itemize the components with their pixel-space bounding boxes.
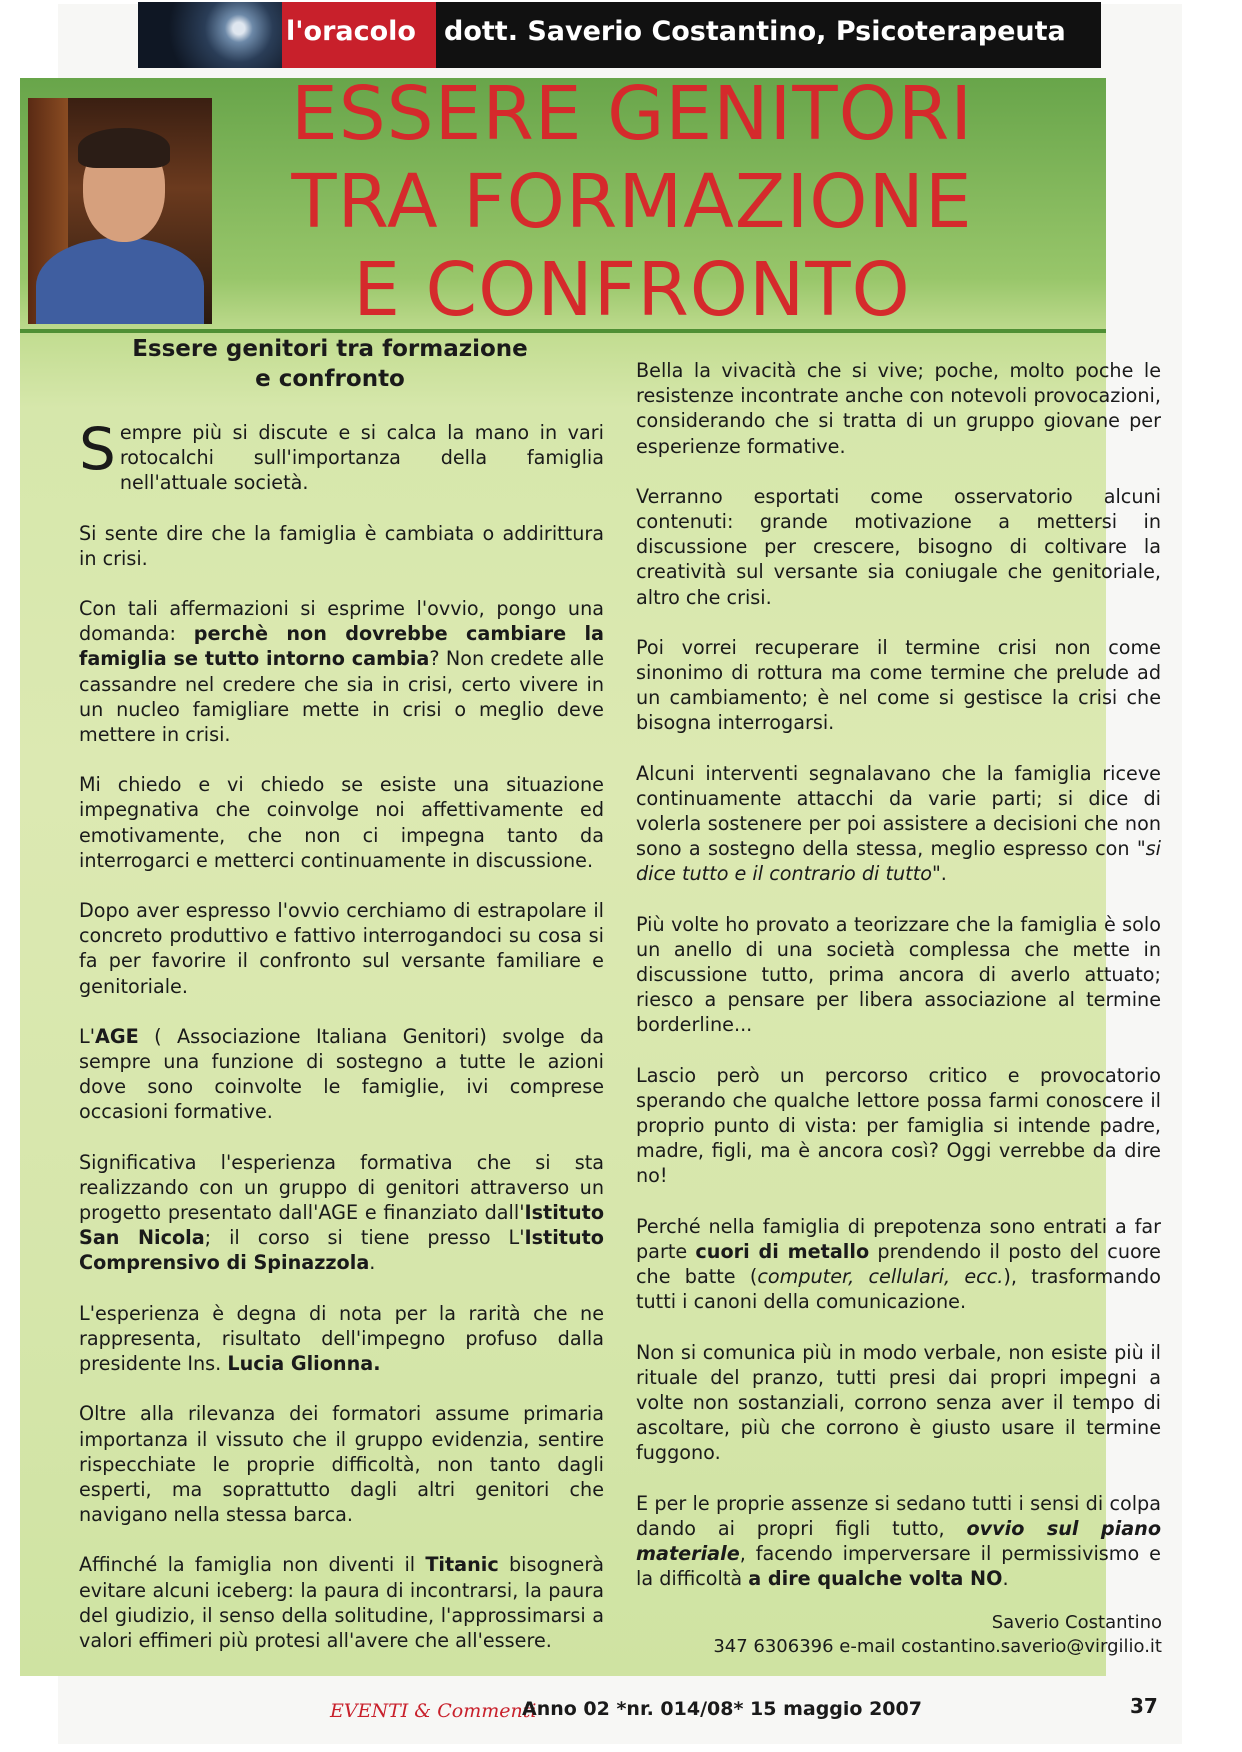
paragraph: Dopo aver espresso l'ovvio cerchiamo di estrapolare il concreto produttivo e fattivo interrogandoci su cosa si fa per favorire il confronto sul versante familiare e genitoriale. — [79, 899, 604, 998]
page-number: 37 — [1130, 1694, 1158, 1718]
author-signature — [636, 1611, 1162, 1659]
author-photo — [28, 98, 212, 324]
header-image — [138, 2, 282, 68]
paragraph: Lascio però un percorso critico e provocatorio sperando che qualche lettore possa farmi conoscere il proprio punto di vista: per famiglia si intende padre, madre, figli, ma è ancora così? Oggi verrebbe da dire no! — [636, 1063, 1161, 1188]
paragraph: Con tali affermazioni si esprime l'ovvio, pongo una domanda: perchè non dovrebbe cambiare la famiglia se tutto intorno cambia? Non credete alle cassandre nel credere che sia in crisi, certo vivere in un nucleo famigliare mette in crisi o meglio deve mettere in crisi. — [79, 597, 605, 747]
paragraph: Poi vorrei recuperare il termine crisi non come sinonimo di rottura ma come termine che prelude ad un cambiamento; è nel come si gestisce la crisi che bisogna interrogarsi. — [636, 635, 1161, 735]
paragraph: Non si comunica più in modo verbale, non esiste più il rituale del pranzo, tutti presi dai propri impegni a volte non sostanziali, corrono senza aver il tempo di ascoltare, più che corrono è giusto usare il termine fuggono. — [636, 1340, 1161, 1465]
article-subtitle: Essere genitori tra formazione e confronto — [132, 336, 528, 392]
paragraph: Verranno esportati come osservatorio alcuni contenuti: grande motivazione a mettersi in discussione per crescere, bisogno di coltivare la creatività sul versante sia coniugale che genitoriale, altro che crisi. — [636, 484, 1161, 609]
paragraph: Perché nella famiglia di prepotenza sono entrati a far parte cuori di metallo prendendo il posto del cuore che batte (computer, cellulari, ecc.), trasformando tutti i canoni della comunicazione. — [636, 1214, 1161, 1314]
page-footer — [0, 1690, 1242, 1726]
section-label: l'oracolo — [286, 16, 416, 47]
paragraph: Oltre alla rilevanza dei formatori assume primaria importanza il vissuto che il gruppo evidenzia, sentire rispecchiate le proprie difficoltà, non tanto dagli esperti, ma soprattutto dagli altri genitori che navigano nella stessa barca. — [79, 1402, 604, 1527]
title-line: TRA FORMAZIONE — [291, 159, 973, 245]
paragraph: Sempre più si discute e si calca la mano in vari rotocalchi sull'importanza della famiglia nell'attuale società. — [79, 415, 604, 495]
drop-cap: S — [79, 415, 116, 483]
paragraph: Bella la vivacità che si vive; poche, molto poche le resistenze incontrate anche con notevoli provocazioni, considerando che si tratta di un gruppo giovane per esperienze formative. — [636, 359, 1161, 458]
title-line: E CONFRONTO — [353, 247, 911, 333]
page-header — [138, 2, 1101, 68]
paragraph: Significativa l'esperienza formativa che si sta realizzando con un gruppo di genitori attraverso un progetto presentato dall'AGE e finanziato dall'Istituto San Nicola; il corso si tiene presso L'Istituto Comprensivo di Spinazzola. — [79, 1150, 604, 1275]
paragraph: Affinché la famiglia non diventi il Titanic bisognerà evitare alcuni iceberg: la paura di incontrarsi, la paura del giudizio, il senso della solitudine, l'approssimarsi a valori effimeri più protesi all'avere che all'essere. — [79, 1553, 604, 1652]
paragraph: Alcuni interventi segnalavano che la famiglia riceve continuamente attacchi da varie parti; si dice di volerla sostenere per poi assistere a decisioni che non sono a sostegno della stessa, meglio espresso con "si dice tutto e il contrario di tutto". — [636, 761, 1161, 886]
title-line: ESSERE GENITORI — [290, 71, 974, 157]
issue-info: Anno 02 *nr. 014/08* 15 maggio 2007 — [522, 1698, 922, 1720]
paragraph: E per le proprie assenze si sedano tutti i sensi di colpa dando ai propri figli tutto, ovvio sul piano materiale, facendo imperversare il permissivismo e la difficoltà a dire qualche volta NO. — [636, 1491, 1161, 1591]
paragraph: Mi chiedo e vi chiedo se esiste una situazione impegnativa che coinvolge noi affettivamente ed emotivamente, che non ci impegna tanto da interrogarci e metterci continuamente in discussione. — [79, 773, 604, 872]
magazine-name: EVENTI & Commenti — [330, 1700, 537, 1722]
author-title: dott. Saverio Costantino, Psicoterapeuta — [444, 16, 1066, 47]
signature-name: Saverio Costantino — [991, 1612, 1162, 1633]
paragraph: L'esperienza è degna di nota per la rarità che ne rappresenta, risultato dell'impegno profuso dalla presidente Ins. Lucia Glionna. — [79, 1301, 604, 1376]
article-title — [252, 70, 1012, 334]
left-column — [79, 334, 604, 1678]
paragraph: L'AGE ( Associazione Italiana Genitori) svolge da sempre una funzione di sostegno a tutte le azioni dove sono coinvolte le famiglie, ivi comprese occasioni formative. — [79, 1024, 604, 1124]
paragraph: Si sente dire che la famiglia è cambiata o addirittura in crisi. — [79, 521, 604, 570]
signature-contact: 347 6306396 e-mail costantino.saverio@virgilio.it — [713, 1636, 1162, 1657]
paragraph: Più volte ho provato a teorizzare che la famiglia è solo un anello di una società complessa che mette in discussione tutto, prima ancora di averlo attuato; riesco a pensare per libera associazione al termine borderline... — [636, 912, 1161, 1037]
right-column — [636, 358, 1161, 1616]
